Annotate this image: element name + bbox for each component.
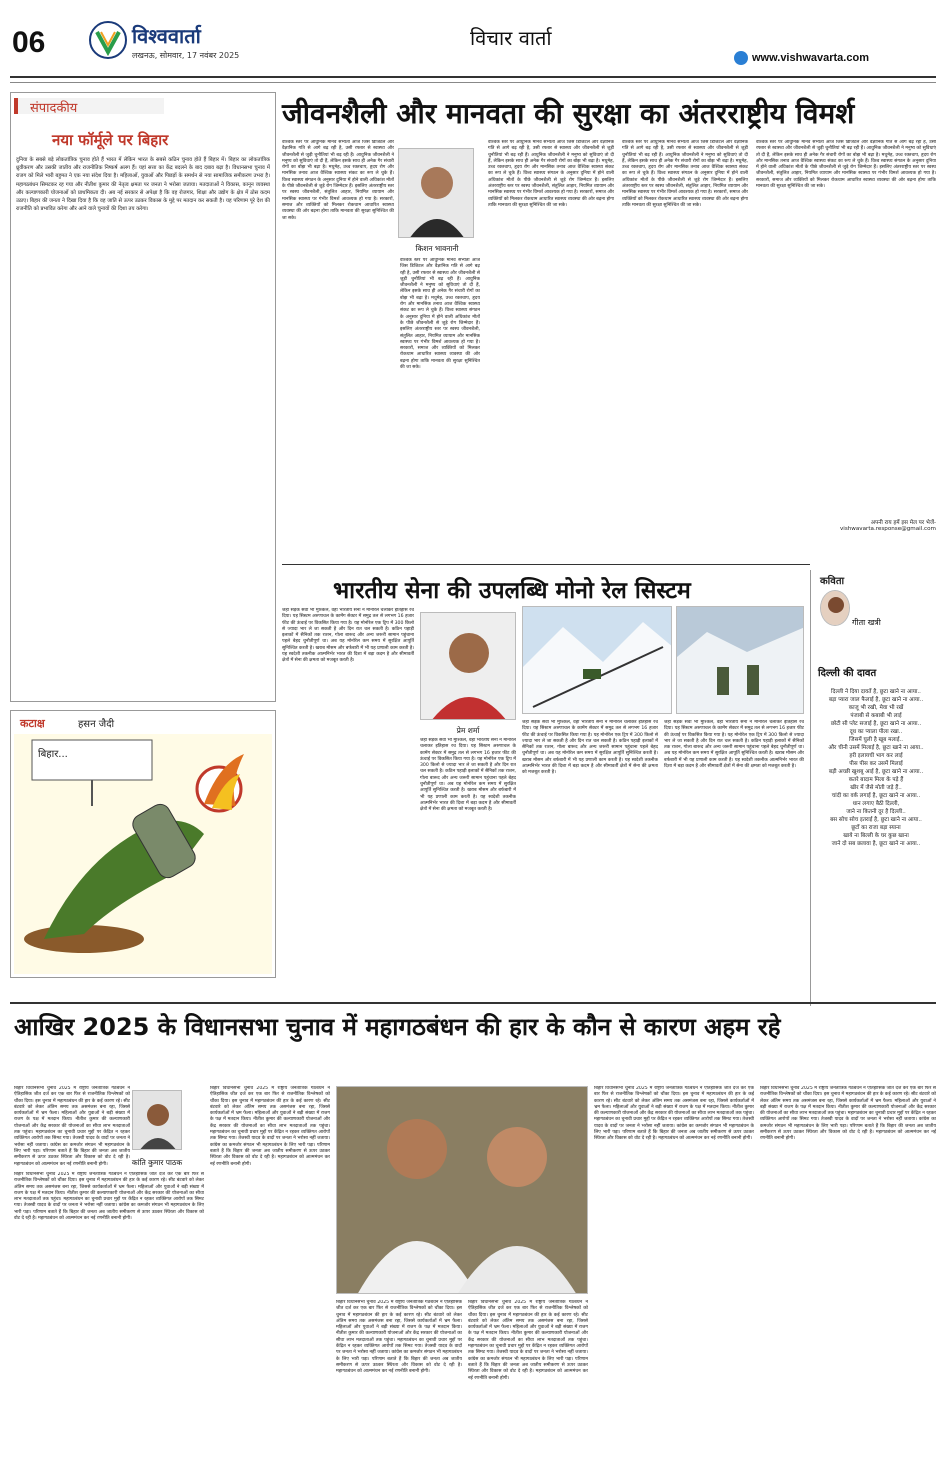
poem-lines <box>814 688 938 848</box>
poem-line: पंजाबी से कबाबी भी लाई <box>850 713 902 719</box>
article1-body-col1: वैश्विक स्तर पर आधुनिक मानव सभ्यता आज जिस डिजिटल और वैज्ञानिक गति से आगे बढ़ रही है, उसी रफ्तार से स्वास्थ्य और जीवनशैली से जुड़ी चुनौतियां भी बढ़ रही हैं। आधुनिक जीवनशैली ने मनुष्य को सुविधाएं तो दी हैं, लेकिन इसके साथ ही अनेक गैर संचारी रोगों का बोझ भी बढ़ा है। मधुमेह, उच्च रक्तचाप, हृदय रोग और मानसिक तनाव आज वैश्विक स्वास्थ्य संकट का रूप ले चुके हैं। विश्व स्वास्थ्य संगठन के अनुसार दुनिया में होने वाली अधिकांश मौतों के पीछे जीवनशैली से जुड़े रोग जिम्मेदार हैं। इसलिए अंतरराष्ट्रीय स्तर पर स्वस्थ जीवनशैली, संतुलित आहार, नियमित व्यायाम और मानसिक स्वास्थ्य पर गंभीर विमर्श आवश्यक हो गया है। सरकारों, समाज और व्यक्तियों को मिलकर रोकथाम आधारित स्वास्थ्य व्यवस्था की ओर बढ़ना होगा ताकि मानवता की सुरक्षा सुनिश्चित की जा सके। <box>282 140 394 221</box>
website-link[interactable]: www.vishwavarta.com <box>752 52 869 64</box>
poem-title: दिल्ली की दावत <box>818 668 877 679</box>
section-divider-bottom <box>10 1002 936 1004</box>
article3-headline: आखिर 2025 के विधानसभा चुनाव में महागठबंधन की हार के कौन से कारण अहम रहे <box>14 1013 781 1041</box>
cartoon-illustration <box>14 734 272 974</box>
article1-headline: जीवनशैली और मानवता की सुरक्षा का अंतरराष्ट्रीय विमर्श <box>282 97 855 130</box>
article2-author-photo <box>420 612 516 720</box>
dateline: लखनऊ, सोमवार, 17 नवंबर 2025 <box>132 51 240 60</box>
article2-body-col2: जहां सड़क सेवा भी मुश्किल, वहां भारतीय सेना ने मोनोरेल चलाकर इतिहास रच दिया। यह सिस्टम अरुणाचल के कामेंग सेक्टर में समुद्र तल से लगभग 16 हजार फीट की ऊंचाई पर विकसित किया गया है। यह मोनोरेल एक ट्रिप में 300 किलो से ज्यादा भार ले जा सकती है और दिन रात चल सकती है। कठिन पहाड़ी इलाकों में सैनिकों तक राशन, गोला बारूद और अन्य जरूरी सामान पहुंचाना पहले बेहद चुनौतीपूर्ण था। अब यह मोनोरेल कम समय में सुरक्षित आपूर्ति सुनिश्चित करती है। खराब मौसम और बर्फबारी में भी यह प्रणाली काम करती है। यह स्वदेशी तकनीक आत्मनिर्भर भारत की दिशा में बड़ा कदम है और सीमावर्ती क्षेत्रों में सेना की क्षमता को मजबूत करती है। <box>522 720 658 776</box>
article1-body-col4: वैश्विक स्तर पर आधुनिक मानव सभ्यता आज जिस डिजिटल और वैज्ञानिक गति से आगे बढ़ रही है, उसी रफ्तार से स्वास्थ्य और जीवनशैली से जुड़ी चुनौतियां भी बढ़ रही हैं। आधुनिक जीवनशैली ने मनुष्य को सुविधाएं तो दी हैं, लेकिन इसके साथ ही अनेक गैर संचारी रोगों का बोझ भी बढ़ा है। मधुमेह, उच्च रक्तचाप, हृदय रोग और मानसिक तनाव आज वैश्विक स्वास्थ्य संकट का रूप ले चुके हैं। विश्व स्वास्थ्य संगठन के अनुसार दुनिया में होने वाली अधिकांश मौतों के पीछे जीवनशैली से जुड़े रोग जिम्मेदार हैं। इसलिए अंतरराष्ट्रीय स्तर पर स्वस्थ जीवनशैली, संतुलित आहार, नियमित व्यायाम और मानसिक स्वास्थ्य पर गंभीर विमर्श आवश्यक हो गया है। सरकारों, समाज और व्यक्तियों को मिलकर रोकथाम आधारित स्वास्थ्य व्यवस्था की ओर बढ़ना होगा ताकि मानवता की सुरक्षा सुनिश्चित की जा सके। <box>756 140 936 190</box>
masthead-divider <box>10 76 936 78</box>
poem-line: छोटी सी प्लेट सजाई है, छूटा खाने ना आया.. <box>830 721 922 727</box>
article2-photo-soldiers <box>676 606 804 714</box>
article3-body-col3b: बिहार विधानसभा चुनाव 2025 में राष्ट्रीय जनतांत्रिक गठबंधन ने ऐतिहासिक जीत दर्ज कर एक बार फिर से राजनीतिक विश्लेषकों को चौंका दिया। इस चुनाव में महागठबंधन की हार के कई कारण रहे। सीट बंटवारे को लेकर अंतिम समय तक असमंजस बना रहा, जिससे कार्यकर्ताओं में भ्रम फैला। महिलाओं और युवाओं ने बड़ी संख्या में राजग के पक्ष में मतदान किया। नीतीश कुमार की कल्याणकारी योजनाओं और केंद्र सरकार की योजनाओं का सीधा लाभ मतदाताओं तक पहुंचा। महागठबंधन का चुनावी प्रचार मुद्दों पर केंद्रित न रहकर व्यक्तिगत आरोपों तक सिमट गया। तेजस्वी यादव के वादों पर जनता ने भरोसा नहीं जताया। कांग्रेस का कमजोर संगठन भी महागठबंधन के लिए भारी पड़ा। परिणाम बताते हैं कि बिहार की जनता अब जातीय समीकरण से ऊपर उठकर स्थिरता और विकास को वोट दे रही है। महागठबंधन को आत्ममंथन कर नई रणनीति बनानी होगी। <box>468 1300 588 1381</box>
article2-photo-snow-rail <box>522 606 672 714</box>
article3-body-col3: बिहार विधानसभा चुनाव 2025 में राष्ट्रीय जनतांत्रिक गठबंधन ने ऐतिहासिक जीत दर्ज कर एक बार फिर से राजनीतिक विश्लेषकों को चौंका दिया। इस चुनाव में महागठबंधन की हार के कई कारण रहे। सीट बंटवारे को लेकर अंतिम समय तक असमंजस बना रहा, जिससे कार्यकर्ताओं में भ्रम फैला। महिलाओं और युवाओं ने बड़ी संख्या में राजग के पक्ष में मतदान किया। नीतीश कुमार की कल्याणकारी योजनाओं और केंद्र सरकार की योजनाओं का सीधा लाभ मतदाताओं तक पहुंचा। महागठबंधन का चुनावी प्रचार मुद्दों पर केंद्रित न रहकर व्यक्तिगत आरोपों तक सिमट गया। तेजस्वी यादव के वादों पर जनता ने भरोसा नहीं जताया। कांग्रेस का कमजोर संगठन भी महागठबंधन के लिए भारी पड़ा। परिणाम बताते हैं कि बिहार की जनता अब जातीय समीकरण से ऊपर उठकर स्थिरता और विकास को वोट दे रही है। महागठबंधन को आत्ममंथन कर नई रणनीति बनानी होगी। <box>336 1300 462 1375</box>
article3-author: कांति कुमार पाठक <box>131 1158 183 1167</box>
poem-line: बस सोच सोच इतराई है, छूटा खाने ना आया.. <box>830 817 922 823</box>
poem-line: जिसमें घुली है खूब मलाई.. <box>848 737 903 743</box>
poem-line: काजू भी रखी, मेवा भी रखें <box>848 705 904 711</box>
cartoon-label: कटाक्ष <box>20 717 45 730</box>
article1-body-col1b: वैश्विक स्तर पर आधुनिक मानव सभ्यता आज जिस डिजिटल और वैज्ञानिक गति से आगे बढ़ रही है, उसी रफ्तार से स्वास्थ्य और जीवनशैली से जुड़ी चुनौतियां भी बढ़ रही हैं। आधुनिक जीवनशैली ने मनुष्य को सुविधाएं तो दी हैं, लेकिन इसके साथ ही अनेक गैर संचारी रोगों का बोझ भी बढ़ा है। मधुमेह, उच्च रक्तचाप, हृदय रोग और मानसिक तनाव आज वैश्विक स्वास्थ्य संकट का रूप ले चुके हैं। विश्व स्वास्थ्य संगठन के अनुसार दुनिया में होने वाली अधिकांश मौतों के पीछे जीवनशैली से जुड़े रोग जिम्मेदार हैं। इसलिए अंतरराष्ट्रीय स्तर पर स्वस्थ जीवनशैली, संतुलित आहार, नियमित व्यायाम और मानसिक स्वास्थ्य पर गंभीर विमर्श आवश्यक हो गया है। सरकारों, समाज और व्यक्तियों को मिलकर रोकथाम आधारित स्वास्थ्य व्यवस्था की ओर बढ़ना होगा ताकि मानवता की सुरक्षा सुनिश्चित की जा सके। <box>400 258 480 371</box>
page-number: 06 <box>12 26 46 59</box>
article1-author: किशन भावनानी <box>415 244 459 253</box>
poem-line: बड़ी अच्छी खुशबू आई है, छूटा खाने ना आया.. <box>828 769 924 775</box>
article1-author-photo <box>398 148 474 238</box>
poem-tag: कविता <box>820 576 845 587</box>
poem-line: दूध का प्याला पीला रखा.. <box>849 729 903 735</box>
poem-line: हरी इलायची भाग कर लाई <box>849 753 903 759</box>
article1-body-col3: वैश्विक स्तर पर आधुनिक मानव सभ्यता आज जिस डिजिटल और वैज्ञानिक गति से आगे बढ़ रही है, उसी रफ्तार से स्वास्थ्य और जीवनशैली से जुड़ी चुनौतियां भी बढ़ रही हैं। आधुनिक जीवनशैली ने मनुष्य को सुविधाएं तो दी हैं, लेकिन इसके साथ ही अनेक गैर संचारी रोगों का बोझ भी बढ़ा है। मधुमेह, उच्च रक्तचाप, हृदय रोग और मानसिक तनाव आज वैश्विक स्वास्थ्य संकट का रूप ले चुके हैं। विश्व स्वास्थ्य संगठन के अनुसार दुनिया में होने वाली अधिकांश मौतों के पीछे जीवनशैली से जुड़े रोग जिम्मेदार हैं। इसलिए अंतरराष्ट्रीय स्तर पर स्वस्थ जीवनशैली, संतुलित आहार, नियमित व्यायाम और मानसिक स्वास्थ्य पर गंभीर विमर्श आवश्यक हो गया है। सरकारों, समाज और व्यक्तियों को मिलकर रोकथाम आधारित स्वास्थ्य व्यवस्था की ओर बढ़ना होगा ताकि मानवता की सुरक्षा सुनिश्चित की जा सके। <box>622 140 748 208</box>
brand-name: विश्ववार्ता <box>132 24 201 48</box>
editorial-label: संपादकीय <box>30 101 78 116</box>
poem-line: पीस पीस कर उसमें मिलाई <box>849 761 903 767</box>
article2-body-col1: जहां सड़क सेवा भी मुश्किल, वहां भारतीय सेना ने मोनोरेल चलाकर इतिहास रच दिया। यह सिस्टम अरुणाचल के कामेंग सेक्टर में समुद्र तल से लगभग 16 हजार फीट की ऊंचाई पर विकसित किया गया है। यह मोनोरेल एक ट्रिप में 300 किलो से ज्यादा भार ले जा सकती है और दिन रात चल सकती है। कठिन पहाड़ी इलाकों में सैनिकों तक राशन, गोला बारूद और अन्य जरूरी सामान पहुंचाना पहले बेहद चुनौतीपूर्ण था। अब यह मोनोरेल कम समय में सुरक्षित आपूर्ति सुनिश्चित करती है। खराब मौसम और बर्फबारी में भी यह प्रणाली काम करती है। यह स्वदेशी तकनीक आत्मनिर्भर भारत की दिशा में बड़ा कदम है और सीमावर्ती क्षेत्रों में सेना की क्षमता को मजबूत करती है। <box>282 608 414 664</box>
section-divider <box>282 564 810 565</box>
article3-author-photo <box>132 1090 182 1150</box>
article3-body-col2: बिहार विधानसभा चुनाव 2025 में राष्ट्रीय जनतांत्रिक गठबंधन ने ऐतिहासिक जीत दर्ज कर एक बार फिर से राजनीतिक विश्लेषकों को चौंका दिया। इस चुनाव में महागठबंधन की हार के कई कारण रहे। सीट बंटवारे को लेकर अंतिम समय तक असमंजस बना रहा, जिससे कार्यकर्ताओं में भ्रम फैला। महिलाओं और युवाओं ने बड़ी संख्या में राजग के पक्ष में मतदान किया। नीतीश कुमार की कल्याणकारी योजनाओं और केंद्र सरकार की योजनाओं का सीधा लाभ मतदाताओं तक पहुंचा। महागठबंधन का चुनावी प्रचार मुद्दों पर केंद्रित न रहकर व्यक्तिगत आरोपों तक सिमट गया। तेजस्वी यादव के वादों पर जनता ने भरोसा नहीं जताया। कांग्रेस का कमजोर संगठन भी महागठबंधन के लिए भारी पड़ा। परिणाम बताते हैं कि बिहार की जनता अब जातीय समीकरण से ऊपर उठकर स्थिरता और विकास को वोट दे रही है। महागठबंधन को आत्ममंथन कर नई रणनीति बनानी होगी। <box>210 1086 330 1167</box>
article2-author: प्रेम शर्मा <box>456 726 480 735</box>
article3-leaders-photo <box>336 1086 588 1294</box>
section-title: विचार वार्ता <box>470 26 552 50</box>
poem-line: जाने ना कितनी दूर है दिल्ली.. <box>846 809 906 815</box>
poem-author: गीता खत्री <box>852 618 881 627</box>
poem-line: दिल्ली ने दिया दावतें है, छूटा खाने ना आया.. <box>831 689 921 695</box>
editorial-body: दुनिया के सबसे बड़े लोकतांत्रिक चुनाव होते हैं भारत में लेकिन भारत के सबसे कठिन चुनाव होते हैं बिहार में। बिहार का लोकतांत्रिक ध्रुवीकरण और उसकी जातीय और राजनीतिक निष्कर्ष अलग हैं। यहां सत्ता का केंद्र बदलने के बाद दबाव बढ़ा है। विधानसभा चुनाव में राजग को मिले भारी बहुमत ने एक नया संदेश दिया है। महिलाओं, युवाओं और पिछड़ों के समर्थन से नया सामाजिक समीकरण उभरा है। महागठबंधन सिमटकर रह गया और नीतीश कुमार की नेतृत्व क्षमता पर जनता ने भरोसा जताया। मतदाताओं ने विकास, कानून व्यवस्था और कल्याणकारी योजनाओं को प्राथमिकता दी। अब नई सरकार से अपेक्षा है कि वह रोजगार, शिक्षा और उद्योग के क्षेत्र में ठोस कदम उठाए। बिहार की जनता ने दिखा दिया है कि वह जाति से ऊपर उठकर विकास के मुद्दे पर मतदान कर सकती है। यह परिणाम पूरे देश की राजनीति को प्रभावित करेगा और आने वाले चुनावों की दिशा तय करेगा। <box>16 157 270 213</box>
article3-body-col5: बिहार विधानसभा चुनाव 2025 में राष्ट्रीय जनतांत्रिक गठबंधन ने ऐतिहासिक जीत दर्ज कर एक बार फिर से राजनीतिक विश्लेषकों को चौंका दिया। इस चुनाव में महागठबंधन की हार के कई कारण रहे। सीट बंटवारे को लेकर अंतिम समय तक असमंजस बना रहा, जिससे कार्यकर्ताओं में भ्रम फैला। महिलाओं और युवाओं ने बड़ी संख्या में राजग के पक्ष में मतदान किया। नीतीश कुमार की कल्याणकारी योजनाओं और केंद्र सरकार की योजनाओं का सीधा लाभ मतदाताओं तक पहुंचा। महागठबंधन का चुनावी प्रचार मुद्दों पर केंद्रित न रहकर व्यक्तिगत आरोपों तक सिमट गया। तेजस्वी यादव के वादों पर जनता ने भरोसा नहीं जताया। कांग्रेस का कमजोर संगठन भी महागठबंधन के लिए भारी पड़ा। परिणाम बताते हैं कि बिहार की जनता अब जातीय समीकरण से ऊपर उठकर स्थिरता और विकास को वोट दे रही है। महागठबंधन को आत्ममंथन कर नई रणनीति बनानी होगी। <box>760 1086 936 1142</box>
cartoonist-name: हसन जैदी <box>78 719 115 730</box>
contact-note <box>760 518 936 532</box>
brand-logo-icon <box>88 20 128 60</box>
poem-line: जाने दो सब छलावा है, छूटा खाने ना आया.. <box>831 841 921 847</box>
article2-body-col3: जहां सड़क सेवा भी मुश्किल, वहां भारतीय सेना ने मोनोरेल चलाकर इतिहास रच दिया। यह सिस्टम अरुणाचल के कामेंग सेक्टर में समुद्र तल से लगभग 16 हजार फीट की ऊंचाई पर विकसित किया गया है। यह मोनोरेल एक ट्रिप में 300 किलो से ज्यादा भार ले जा सकती है और दिन रात चल सकती है। कठिन पहाड़ी इलाकों में सैनिकों तक राशन, गोला बारूद और अन्य जरूरी सामान पहुंचाना पहले बेहद चुनौतीपूर्ण था। अब यह मोनोरेल कम समय में सुरक्षित आपूर्ति सुनिश्चित करती है। खराब मौसम और बर्फबारी में भी यह प्रणाली काम करती है। यह स्वदेशी तकनीक आत्मनिर्भर भारत की दिशा में बड़ा कदम है और सीमावर्ती क्षेत्रों में सेना की क्षमता को मजबूत करती है। <box>664 720 804 770</box>
article1-body-col2: वैश्विक स्तर पर आधुनिक मानव सभ्यता आज जिस डिजिटल और वैज्ञानिक गति से आगे बढ़ रही है, उसी रफ्तार से स्वास्थ्य और जीवनशैली से जुड़ी चुनौतियां भी बढ़ रही हैं। आधुनिक जीवनशैली ने मनुष्य को सुविधाएं तो दी हैं, लेकिन इसके साथ ही अनेक गैर संचारी रोगों का बोझ भी बढ़ा है। मधुमेह, उच्च रक्तचाप, हृदय रोग और मानसिक तनाव आज वैश्विक स्वास्थ्य संकट का रूप ले चुके हैं। विश्व स्वास्थ्य संगठन के अनुसार दुनिया में होने वाली अधिकांश मौतों के पीछे जीवनशैली से जुड़े रोग जिम्मेदार हैं। इसलिए अंतरराष्ट्रीय स्तर पर स्वस्थ जीवनशैली, संतुलित आहार, नियमित व्यायाम और मानसिक स्वास्थ्य पर गंभीर विमर्श आवश्यक हो गया है। सरकारों, समाज और व्यक्तियों को मिलकर रोकथाम आधारित स्वास्थ्य व्यवस्था की ओर बढ़ना होगा ताकि मानवता की सुरक्षा सुनिश्चित की जा सके। <box>488 140 614 208</box>
cartoon-sign-text: बिहार... <box>38 749 68 760</box>
contact-email[interactable]: vishwavarta.response@gmail.com <box>839 526 936 532</box>
article2-body-col1b: जहां सड़क सेवा भी मुश्किल, वहां भारतीय सेना ने मोनोरेल चलाकर इतिहास रच दिया। यह सिस्टम अरुणाचल के कामेंग सेक्टर में समुद्र तल से लगभग 16 हजार फीट की ऊंचाई पर विकसित किया गया है। यह मोनोरेल एक ट्रिप में 300 किलो से ज्यादा भार ले जा सकती है और दिन रात चल सकती है। कठिन पहाड़ी इलाकों में सैनिकों तक राशन, गोला बारूद और अन्य जरूरी सामान पहुंचाना पहले बेहद चुनौतीपूर्ण था। अब यह मोनोरेल कम समय में सुरक्षित आपूर्ति सुनिश्चित करती है। खराब मौसम और बर्फबारी में भी यह प्रणाली काम करती है। यह स्वदेशी तकनीक आत्मनिर्भर भारत की दिशा में बड़ा कदम है और सीमावर्ती क्षेत्रों में सेना की क्षमता को मजबूत करती है। <box>420 738 516 813</box>
poem-author-photo <box>820 590 850 626</box>
poem-line: खाये ना बिल्ली के घर कुछ खाना <box>843 833 909 839</box>
article3-body-col4: बिहार विधानसभा चुनाव 2025 में राष्ट्रीय जनतांत्रिक गठबंधन ने ऐतिहासिक जीत दर्ज कर एक बार फिर से राजनीतिक विश्लेषकों को चौंका दिया। इस चुनाव में महागठबंधन की हार के कई कारण रहे। सीट बंटवारे को लेकर अंतिम समय तक असमंजस बना रहा, जिससे कार्यकर्ताओं में भ्रम फैला। महिलाओं और युवाओं ने बड़ी संख्या में राजग के पक्ष में मतदान किया। नीतीश कुमार की कल्याणकारी योजनाओं और केंद्र सरकार की योजनाओं का सीधा लाभ मतदाताओं तक पहुंचा। महागठबंधन का चुनावी प्रचार मुद्दों पर केंद्रित न रहकर व्यक्तिगत आरोपों तक सिमट गया। तेजस्वी यादव के वादों पर जनता ने भरोसा नहीं जताया। कांग्रेस का कमजोर संगठन भी महागठबंधन के लिए भारी पड़ा। परिणाम बताते हैं कि बिहार की जनता अब जातीय समीकरण से ऊपर उठकर स्थिरता और विकास को वोट दे रही है। महागठबंधन को आत्ममंथन कर नई रणनीति बनानी होगी। <box>594 1086 754 1142</box>
poem-line: बड़ा प्यारा जाल फैलाई है, छूटा खाने ना आया.. <box>828 697 924 703</box>
poem-line: खीर में जैसे मोती जड़े हैं.. <box>850 785 902 791</box>
masthead-divider-thin <box>10 82 936 83</box>
poem-line: धान लगाए बैठी दिल्ली, <box>852 801 900 807</box>
poem-line: चांदी का वर्क लगाई है, छूटा खाने ना आया.. <box>831 793 921 799</box>
poem-line: कतरे बादाम मिला के पड़े हैं <box>848 777 904 783</box>
editorial-title: नया फॉर्मूले पर बिहार <box>52 131 169 149</box>
poem-line: और चीनी उसमें मिलाई है, छूटा खाने ना आया.. <box>828 745 924 751</box>
web-globe-icon <box>734 51 748 65</box>
article3-body-col1: बिहार विधानसभा चुनाव 2025 में राष्ट्रीय जनतांत्रिक गठबंधन ने ऐतिहासिक जीत दर्ज कर एक बार फिर से राजनीतिक विश्लेषकों को चौंका दिया। इस चुनाव में महागठबंधन की हार के कई कारण रहे। सीट बंटवारे को लेकर अंतिम समय तक असमंजस बना रहा, जिससे कार्यकर्ताओं में भ्रम फैला। महिलाओं और युवाओं ने बड़ी संख्या में राजग के पक्ष में मतदान किया। नीतीश कुमार की कल्याणकारी योजनाओं और केंद्र सरकार की योजनाओं का सीधा लाभ मतदाताओं तक पहुंचा। महागठबंधन का चुनावी प्रचार मुद्दों पर केंद्रित न रहकर व्यक्तिगत आरोपों तक सिमट गया। तेजस्वी यादव के वादों पर जनता ने भरोसा नहीं जताया। कांग्रेस का कमजोर संगठन भी महागठबंधन के लिए भारी पड़ा। परिणाम बताते हैं कि बिहार की जनता अब जातीय समीकरण से ऊपर उठकर स्थिरता और विकास को वोट दे रही है। महागठबंधन को आत्ममंथन कर नई रणनीति बनानी होगी। <box>14 1086 130 1167</box>
poem-line: छूटों का राजा बड़ा स्याना <box>851 825 901 831</box>
contact-label: अपनी राय हमें इस मेल पर भेजें- <box>870 520 936 526</box>
article2-headline: भारतीय सेना की उपलब्धि मोनो रेल सिस्टम <box>333 578 691 604</box>
article3-body-col1b: बिहार विधानसभा चुनाव 2025 में राष्ट्रीय जनतांत्रिक गठबंधन ने ऐतिहासिक जीत दर्ज कर एक बार फिर से राजनीतिक विश्लेषकों को चौंका दिया। इस चुनाव में महागठबंधन की हार के कई कारण रहे। सीट बंटवारे को लेकर अंतिम समय तक असमंजस बना रहा, जिससे कार्यकर्ताओं में भ्रम फैला। महिलाओं और युवाओं ने बड़ी संख्या में राजग के पक्ष में मतदान किया। नीतीश कुमार की कल्याणकारी योजनाओं और केंद्र सरकार की योजनाओं का सीधा लाभ मतदाताओं तक पहुंचा। महागठबंधन का चुनावी प्रचार मुद्दों पर केंद्रित न रहकर व्यक्तिगत आरोपों तक सिमट गया। तेजस्वी यादव के वादों पर जनता ने भरोसा नहीं जताया। कांग्रेस का कमजोर संगठन भी महागठबंधन के लिए भारी पड़ा। परिणाम बताते हैं कि बिहार की जनता अब जातीय समीकरण से ऊपर उठकर स्थिरता और विकास को वोट दे रही है। महागठबंधन को आत्ममंथन कर नई रणनीति बनानी होगी। <box>14 1172 204 1222</box>
